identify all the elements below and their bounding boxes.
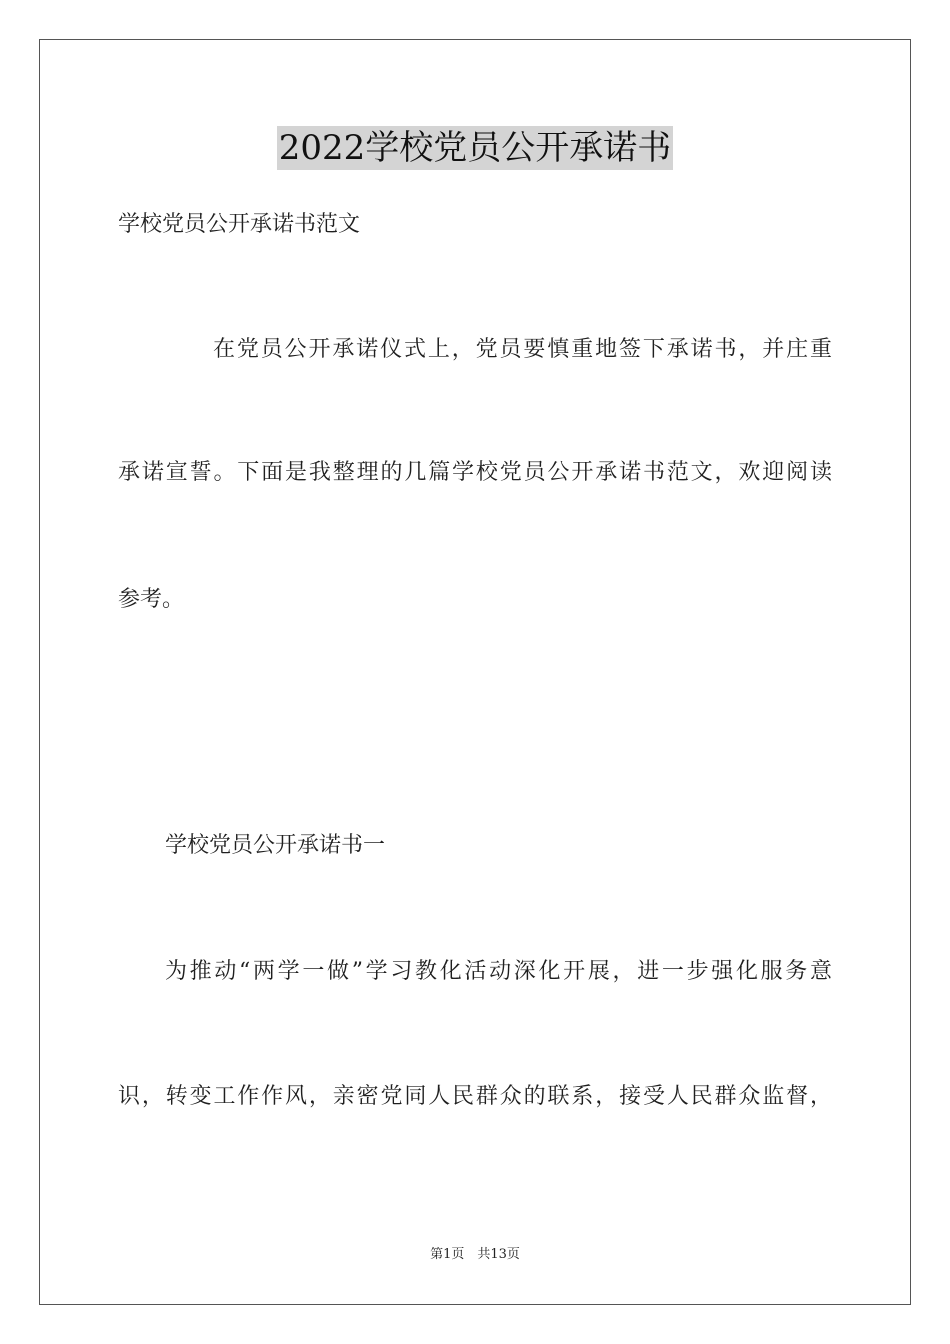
document-title: 2022学校党员公开承诺书 [278, 128, 672, 168]
body-line-1: 为推动“两学一做”学习教化活动深化开展，进一步强化服务意 [165, 959, 832, 984]
section-heading: 学校党员公开承诺书一 [165, 833, 386, 858]
intro-line-1: 在党员公开承诺仪式上，党员要慎重地签下承诺书，并庄重 [213, 337, 832, 362]
intro-line-2: 承诺宣誓。下面是我整理的几篇学校党员公开承诺书范文，欢迎阅读 [118, 460, 832, 485]
page-footer: 第1页 共13页 [430, 1247, 520, 1262]
document-subtitle: 学校党员公开承诺书范文 [118, 212, 361, 237]
body-line-2: 识，转变工作作风，亲密党同人民群众的联系，接受人民群众监督， [118, 1084, 832, 1109]
title-container [0, 126, 950, 170]
intro-line-3: 参考。 [118, 587, 185, 612]
